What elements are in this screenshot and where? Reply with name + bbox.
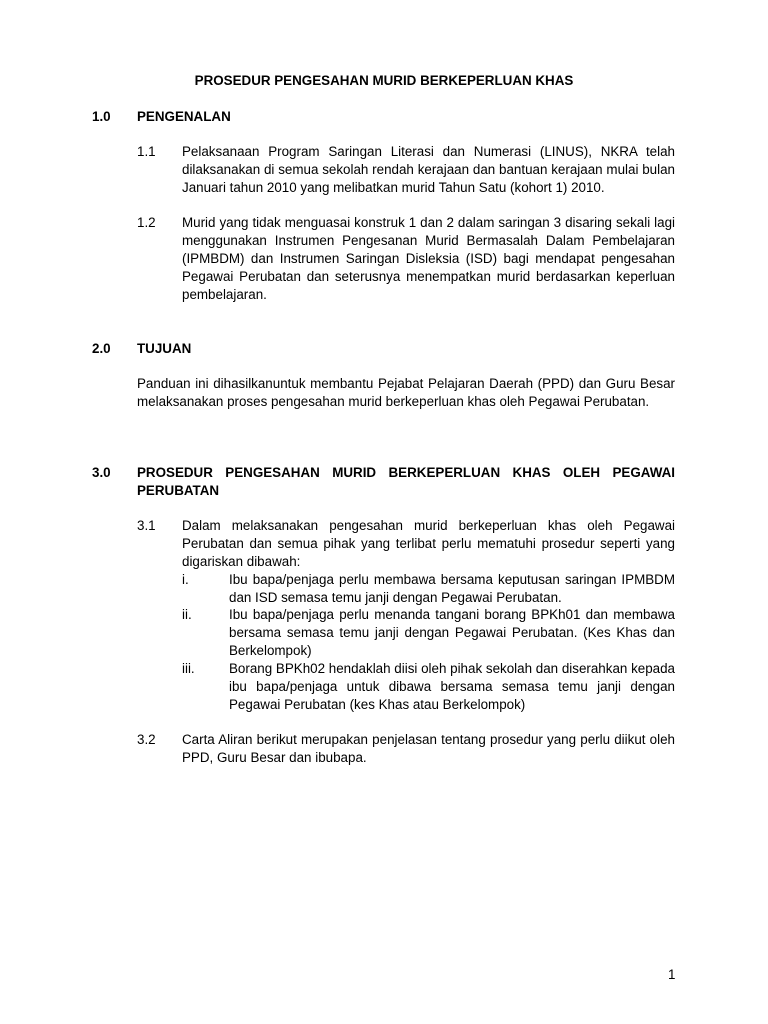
item-1-1-text: Pelaksanaan Program Saringan Literasi dan Numerasi (LINUS), NKRA telah dilaksanakan di semua sekolah rendah kerajaan dan bantuan kerajaan mulai bulan Januari tahun 2010 yang melibatkan murid Tahun Satu (kohort 1) 2010. xyxy=(182,144,675,195)
list-item-ii-marker: ii. xyxy=(182,607,192,622)
item-1-1-number: 1.1 xyxy=(137,144,156,159)
item-3-1-text: Dalam melaksanakan pengesahan murid berkeperluan khas oleh Pegawai Perubatan dan semua pihak yang terlibat perlu mematuhi prosedur seperti yang digariskan dibawah: xyxy=(182,518,675,569)
section-1-heading: PENGENALAN xyxy=(137,109,231,124)
list-item-i-text: Ibu bapa/penjaga perlu membawa bersama keputusan saringan IPMBDM dan ISD semasa temu janji dengan Pegawai Perubatan. xyxy=(229,572,675,605)
document-title: PROSEDUR PENGESAHAN MURID BERKEPERLUAN KHAS xyxy=(194,73,574,88)
list-item-ii-text: Ibu bapa/penjaga perlu menanda tangani borang BPKh01 dan membawa bersama semasa temu janji dengan Pegawai Perubatan. (Kes Khas dan Berkelompok) xyxy=(229,607,675,658)
section-1-number: 1.0 xyxy=(92,109,111,124)
item-3-2-text: Carta Aliran berikut merupakan penjelasan tentang prosedur yang perlu diikut oleh PPD, Guru Besar dan ibubapa. xyxy=(182,732,675,765)
section-3-heading: PROSEDUR PENGESAHAN MURID BERKEPERLUAN KHAS OLEH PEGAWAI PERUBATAN xyxy=(137,465,675,498)
list-item-i-marker: i. xyxy=(182,572,189,587)
list-item-iii-marker: iii. xyxy=(182,661,195,676)
item-1-2-text: Murid yang tidak menguasai konstruk 1 dan 2 dalam saringan 3 disaring sekali lagi menggunakan Instrumen Pengesanan Murid Bermasalah Dalam Pembelajaran (IPMBDM) dan Instrumen Saringan Disleksia (ISD) bagi mendapat pengesahan Pegawai Perubatan dan seterusnya menempatkan murid berdasarkan keperluan pembelajaran. xyxy=(182,215,675,302)
item-3-1-number: 3.1 xyxy=(137,518,156,533)
list-item-iii-text: Borang BPKh02 hendaklah diisi oleh pihak sekolah dan diserahkan kepada ibu bapa/penjaga untuk dibawa bersama semasa temu janji dengan Pegawai Perubatan (kes Khas atau Berkelompok) xyxy=(229,661,675,712)
item-3-2-number: 3.2 xyxy=(137,732,156,747)
page-number: 1 xyxy=(668,967,676,982)
section-2-paragraph: Panduan ini dihasilkanuntuk membantu Pejabat Pelajaran Daerah (PPD) dan Guru Besar melaksanakan proses pengesahan murid berkeperluan khas oleh Pegawai Perubatan. xyxy=(137,376,675,409)
item-1-2-number: 1.2 xyxy=(137,215,156,230)
section-3-number: 3.0 xyxy=(92,465,111,480)
section-2-heading: TUJUAN xyxy=(137,341,192,356)
section-2-number: 2.0 xyxy=(92,341,111,356)
